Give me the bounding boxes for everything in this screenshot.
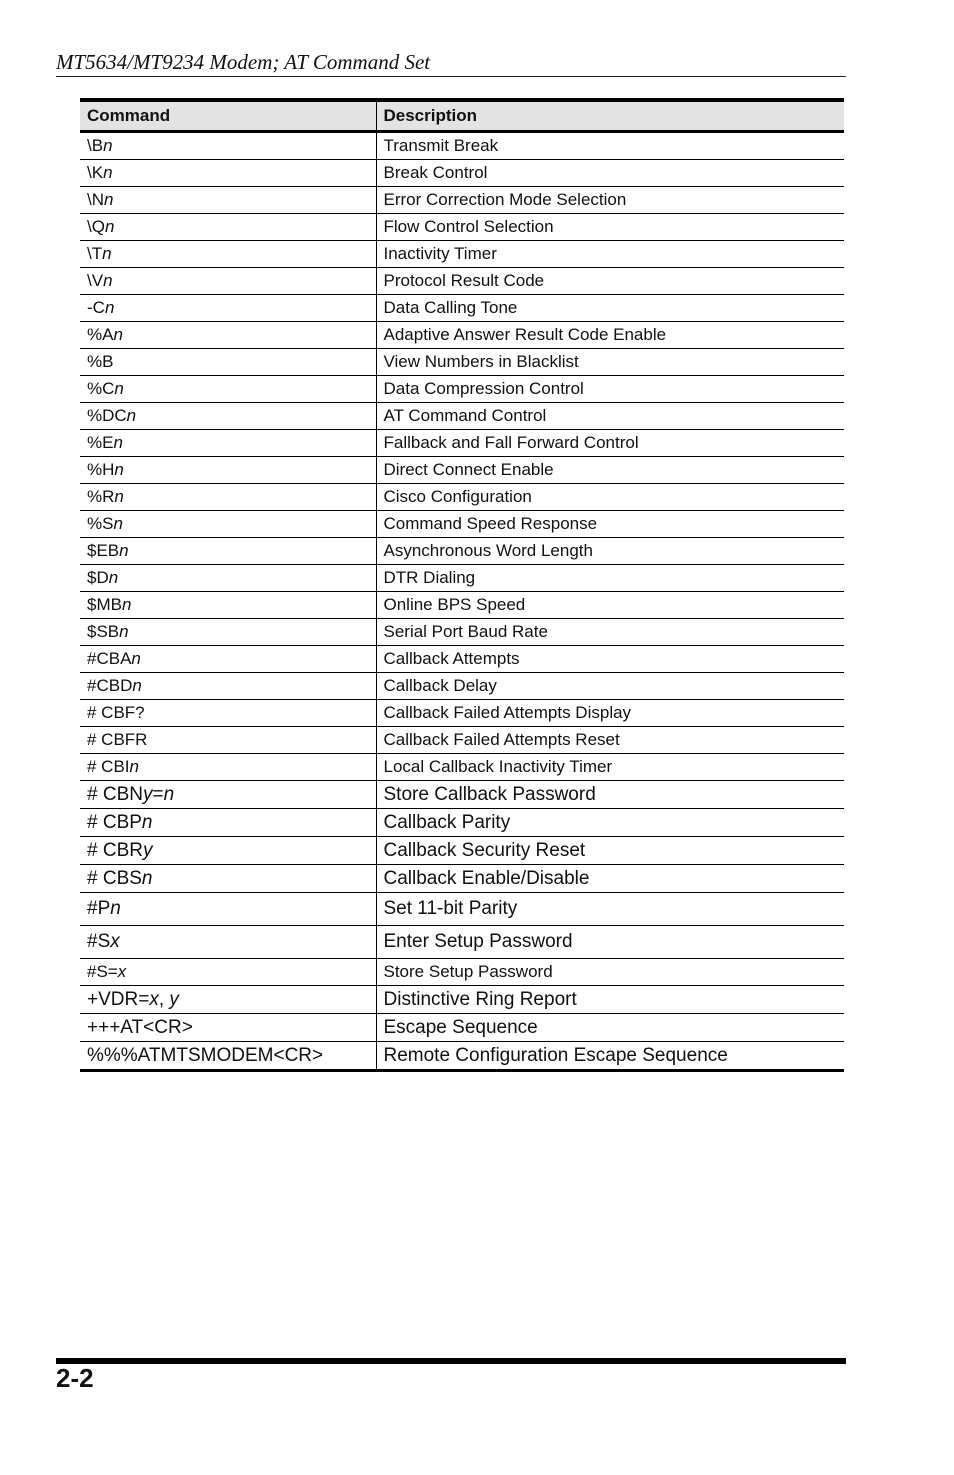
description-cell: Callback Failed Attempts Display [376,700,844,727]
command-text: = [152,783,164,805]
command-text: \B [87,136,104,155]
description-cell: Online BPS Speed [376,592,844,619]
command-cell [80,781,376,809]
command-text: %E [87,433,114,452]
description-cell: Direct Connect Enable [376,457,844,484]
command-parameter: x [117,962,127,981]
table-row [80,727,844,754]
command-parameter: n [114,379,124,398]
command-cell [80,754,376,781]
command-parameter: n [114,460,124,479]
description-cell: Enter Setup Password [376,926,844,959]
description-cell: Callback Attempts [376,646,844,673]
command-text: \K [87,163,104,182]
table-row [80,781,844,809]
command-cell [80,959,376,986]
command-parameter: n [104,190,114,209]
command-text: # CBS [87,867,142,889]
description-cell: Adaptive Answer Result Code Enable [376,322,844,349]
command-text: #S [87,931,111,952]
description-cell: DTR Dialing [376,565,844,592]
command-parameter: n [119,541,129,560]
table-row [80,187,844,214]
command-text: %R [87,487,115,506]
command-parameter: n [131,649,141,668]
table-row [80,1014,844,1042]
command-text: $SB [87,622,120,641]
description-cell: Fallback and Fall Forward Control [376,430,844,457]
command-cell [80,403,376,430]
command-cell [80,565,376,592]
command-text: %C [87,379,115,398]
column-header-command: Command [80,100,376,132]
description-cell: Store Setup Password [376,959,844,986]
command-text: \N [87,190,104,209]
command-cell [80,837,376,865]
command-text: $EB [87,541,120,560]
table-row [80,565,844,592]
command-cell [80,592,376,619]
command-cell [80,349,376,376]
table-row [80,538,844,565]
command-cell [80,132,376,160]
table-row [80,1042,844,1071]
command-text: +++AT<CR> [87,1016,193,1038]
command-parameter: y [142,783,153,805]
command-parameter: n [113,433,123,452]
table-row [80,893,844,926]
table-row [80,484,844,511]
command-cell [80,376,376,403]
command-parameter: y [142,839,153,861]
command-text: #S= [87,962,118,981]
table-row [80,700,844,727]
command-parameter: n [108,568,119,587]
command-text: %DC [87,406,127,425]
command-text: $MB [87,595,122,614]
command-text: # CBN [87,783,143,805]
description-cell: Inactivity Timer [376,241,844,268]
command-parameter: n [110,898,121,919]
command-cell [80,511,376,538]
command-text: $D [87,568,109,587]
table-row [80,511,844,538]
command-cell [80,322,376,349]
command-text: #CBA [87,649,132,668]
command-parameter: n [103,163,113,182]
command-parameter: n [104,217,115,236]
command-cell [80,1014,376,1042]
command-text: \Q [87,217,105,236]
description-cell: AT Command Control [376,403,844,430]
command-cell [80,214,376,241]
description-cell: Local Callback Inactivity Timer [376,754,844,781]
command-parameter: x [149,988,159,1010]
table-row [80,214,844,241]
table-row [80,619,844,646]
table-row [80,673,844,700]
at-command-table [80,98,844,1072]
command-text: %S [87,514,114,533]
command-text: # CBFR [87,730,148,749]
command-parameter: n [141,811,153,833]
description-cell: Protocol Result Code [376,268,844,295]
table-header-row [80,100,844,132]
description-cell: Set 11-bit Parity [376,893,844,926]
command-parameter: n [103,136,113,155]
command-cell [80,268,376,295]
command-cell [80,457,376,484]
description-cell: Escape Sequence [376,1014,844,1042]
description-cell: Callback Parity [376,809,844,837]
command-text: %A [87,325,114,344]
table-row [80,403,844,430]
page-number: 2-2 [56,1363,94,1393]
table-row [80,322,844,349]
command-parameter: n [126,406,137,425]
command-text: +VDR= [87,988,150,1010]
table-row [80,268,844,295]
table-row [80,865,844,893]
table-row [80,986,844,1014]
table-row [80,457,844,484]
table-row [80,430,844,457]
description-cell: Store Callback Password [376,781,844,809]
command-cell [80,187,376,214]
command-parameter: n [102,244,112,263]
table-row [80,295,844,322]
command-text: #CBD [87,676,133,695]
command-parameter: n [129,757,139,776]
command-text: %H [87,460,115,479]
description-cell: Transmit Break [376,132,844,160]
description-cell: Callback Security Reset [376,837,844,865]
command-parameter: n [132,676,142,695]
table-row [80,754,844,781]
command-parameter: n [121,595,132,614]
command-text: %B [87,352,114,371]
description-cell: Distinctive Ring Report [376,986,844,1014]
table-row [80,592,844,619]
table-row [80,809,844,837]
command-parameter: y [169,988,179,1010]
table-row [80,646,844,673]
command-cell [80,538,376,565]
description-cell: Cisco Configuration [376,484,844,511]
table-row [80,349,844,376]
command-text: %%%ATMTSMODEM<CR> [87,1044,324,1066]
description-cell: Error Correction Mode Selection [376,187,844,214]
command-text: # CBF? [87,703,145,722]
command-cell [80,1042,376,1071]
command-cell [80,430,376,457]
description-cell: Callback Failed Attempts Reset [376,727,844,754]
command-cell [80,619,376,646]
command-cell [80,241,376,268]
command-cell [80,673,376,700]
command-parameter: n [104,298,115,317]
command-cell [80,865,376,893]
command-parameter: n [119,622,129,641]
command-parameter: n [114,487,124,506]
description-cell: Data Calling Tone [376,295,844,322]
footer-rule [56,1358,846,1364]
command-cell [80,926,376,959]
command-cell [80,160,376,187]
table-row [80,160,844,187]
table-row [80,241,844,268]
command-text: \V [87,271,104,290]
command-text: # CBP [87,811,142,833]
description-cell: View Numbers in Blacklist [376,349,844,376]
command-parameter: n [163,783,175,805]
command-text: -C [87,298,105,317]
command-parameter: n [103,271,113,290]
command-parameter: n [113,325,123,344]
command-cell [80,295,376,322]
command-text: #P [87,898,111,919]
command-cell [80,893,376,926]
command-parameter: n [141,867,153,889]
table-row [80,837,844,865]
description-cell: Callback Enable/Disable [376,865,844,893]
description-cell: Command Speed Response [376,511,844,538]
description-cell: Flow Control Selection [376,214,844,241]
table-row [80,926,844,959]
command-cell [80,809,376,837]
command-text: , [158,988,170,1010]
column-header-description: Description [376,100,844,132]
command-cell [80,700,376,727]
description-cell: Break Control [376,160,844,187]
description-cell: Callback Delay [376,673,844,700]
table-row [80,959,844,986]
table-row [80,132,844,160]
command-parameter: n [113,514,123,533]
table-body [80,132,844,1071]
description-cell: Remote Configuration Escape Sequence [376,1042,844,1071]
description-cell: Data Compression Control [376,376,844,403]
command-cell [80,986,376,1014]
command-text: \T [87,244,103,263]
command-parameter: x [110,931,120,952]
running-header: MT5634/MT9234 Modem; AT Command Set [56,50,846,77]
command-cell [80,646,376,673]
command-text: # CBR [87,839,143,861]
description-cell: Asynchronous Word Length [376,538,844,565]
description-cell: Serial Port Baud Rate [376,619,844,646]
table-row [80,376,844,403]
command-cell [80,484,376,511]
command-cell [80,727,376,754]
command-text: # CBI [87,757,130,776]
